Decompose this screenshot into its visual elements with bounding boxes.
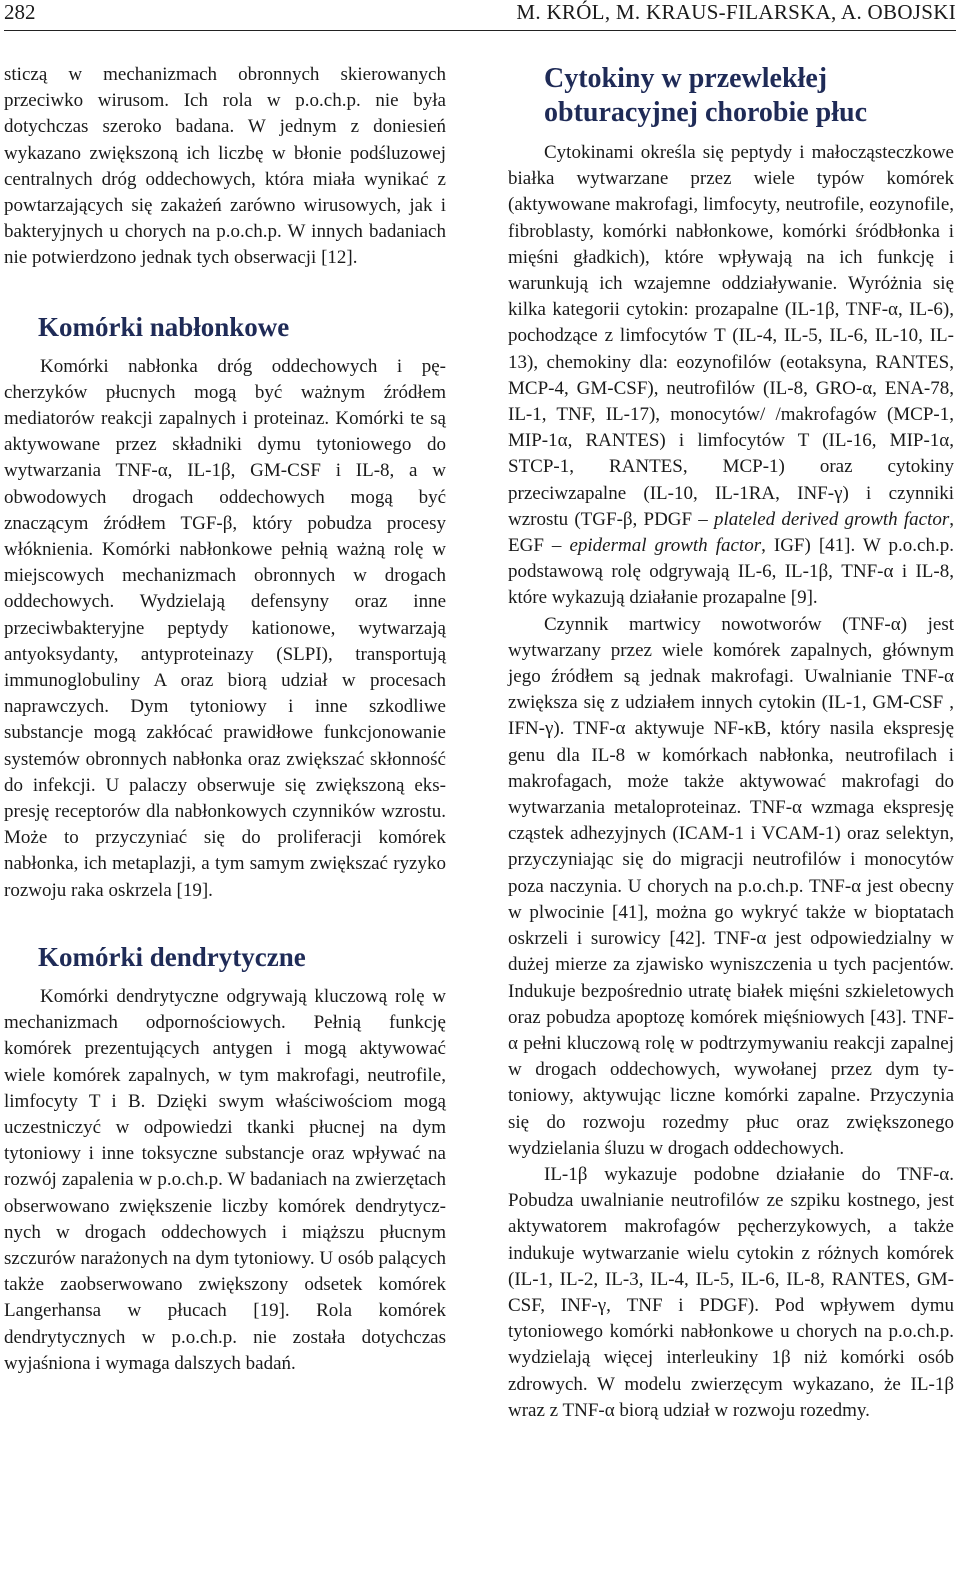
cytokines-text-part-1: Cytokinami określa się peptydy i małocząsteczkowe białka wytwarzane przez wiele typów komórek (aktywowane makrofagi, limfocyty, neutrofile, eozynofile, fibroblasty, komórki nabłonkowe, komórki śródbłonka i mięśni gładkich), które wpływają na ich funkcję i warunkują ich wzajemne oddziaływanie. Wyróżnia się kilka kategorii cytokin: prozapalne (IL-1β, TNF-α, IL-6), pochodzące z limfocytów T (IL-4, IL-5, IL-6, IL-10, IL-13), chemokiny dla: eozynofilów (eotaksyna, RANTES, MCP-4, GM-CSF), neutrofilów (IL-8, GRO-α, ENA-78, IL-1, TNF, IL-17), monocytów/ /makrofagów (MCP-1, MIP-1α, RANTES) i limfocytów T (IL-16, MIP-1α, STCP-1, RANTES, MCP-1) oraz cytokiny przeciwzapalne (IL-10, IL-1RA, INF-γ) i czynniki wzrostu (TGF-β, PDGF – [508, 142, 954, 530]
paragraph-continued: sticzą w mechanizmach obronnych skierowanych przeciwko wirusom. Ich rola w p.o.ch.p. nie była dotychczas szeroko badana. W jednym z doniesień wykazano zwiększoną ich liczbę w błonie podśluzowej centralnych dróg oddechowych, która miała wynikać z powtarzających się zakażeń zarówno wirusowych, jak i bakteryjnych u chorych na p.o.ch.p. W innych badaniach nie potwierdzono jednak tych obserwacji [12]. [4, 64, 446, 269]
cytokines-text-part-2: , IGF) [41]. W p.o.ch.p. podstawową rolę odgrywają IL-6, IL-1β, TNF-α i IL-8, które wykazują działanie prozapalne [9]. [508, 535, 954, 609]
paragraph-il-1-beta: IL-1β wykazuje podobne działanie do TNF-α. Pobudza uwalnianie neutrofilów ze szpiku kostnego, jest aktywatorem makrofagów pęcherzykowych, a także indukuje wytwarzanie wielu cytokin z różnych komórek (IL-1, IL-2, IL-3, IL-4, IL-5, IL-6, IL-8, RANTES, GM-CSF, INF-γ, TNF i PDGF). Pod wpływem dymu tytoniowego komórki nabłonkowe u chorych na p.o.ch.p. wydzielają więcej interleukiny 1β niż komórki osób zdrowych. W modelu zwierzęcym wykazano, że IL-1β wraz z TNF-α biorą udział w rozwoju rozedmy. [508, 1163, 954, 1421]
paragraph-tnf-alpha: Czynnik martwicy nowotworów (TNF-α) jest wytwarzany przez wiele komórek zapalnych, głównym jego źródłem są jednak makrofagi. Uwalnianie TNF-α zwiększa się z udziałem innych cytokin (IL-1, GM-CSF , IFN-γ). TNF-α aktywuje NF-κB, który nasila ekspresję genu dla IL-8 w komórkach nabłonka, neutrofilach i makrofagach, może także aktywować makrofagi do wytwarzania metaloproteinaz. TNF-α wzmaga ekspresję cząstek adhezyjnych (ICAM-1 i VCAM-1) oraz selektyn, przyczyniając się do migracji neutrofilów i monocytów poza naczynia. U chorych na p.o.ch.p. TNF-α jest obecny w plwocinie [41], można go wykryć także w bioptatach oskrzeli i surowicy [42]. TNF-α jest odpowiedzialny w dużej mierze za zjawisko wyniszczenia u tych pacjentów. Indukuje bezpośrednio utratę białek mięśni szkieletowych oraz pobudza apoptozę komórek mięśniowych [43]. TNF-α pełni kluczową rolę w podtrzymywaniu reakcji zapalnej w drogach oddechowych, wywołanej przez dym tytoniowy, aktywując liczne komórki zapalne. Przyczynia się do rozwoju rozedmy płuc oraz zwiększonego wydzielania śluzu w drogach oddechowych. [508, 613, 954, 1159]
paragraph-epithelial-cells: Komórki nabłonka dróg oddechowych i pęcherzyków płucnych mogą być ważnym źródłem mediatorów reakcji zapalnych i proteinaz. Komórki te są aktywowane przez składniki dymu tytoniowego do wytwarzania TNF-α, IL-1β, GM-CSF i IL-8, a w obwodowych drogach oddechowych mogą być znaczącym źródłem TGF-β, który pobudza procesy włóknienia. Komórki nabłonkowe pełnią ważną rolę w miejscowych mechanizmach obronnych w drogach oddechowych. Wydzielają defensyny oraz inne przeciwbakteryjne peptydy kationowe, wytwarzają antyoksydanty, antyproteinazy (SLPI), transportują immunoglobuliny A oraz biorą udział w procesach naprawczych. Dym tytoniowy i inne szkodliwe substancje mogą zakłócać prawidłowe funkcjonowanie systemów obronnych nabłonka oraz zwiększać skłonność do infekcji. U palaczy obserwuje się zwiększoną ekspresję receptorów dla nabłonkowych czynników wzrostu. Może to przyczyniać się do proliferacji komórek nabłonka, ich metaplazji, a tym samym zwiększać ryzyko rozwoju raka oskrzela [19]. [4, 355, 446, 901]
heading-dendritic-cells: Komórki dendrytyczne [38, 941, 306, 972]
heading-cytokines: Cytokiny w przewlekłej obturacyjnej chorobie płuc [544, 63, 868, 128]
running-head-authors: M. KRÓL, M. KRAUS-FILARSKA, A. OBOJSKI [516, 0, 956, 24]
heading-epithelial-cells: Komórki nabłonkowe [38, 311, 290, 342]
running-header [4, 0, 956, 31]
paragraph-cytokines [508, 140, 954, 612]
page-number: 282 [4, 0, 36, 24]
pdgf-definition: plateled derived growth factor [713, 508, 950, 530]
egf-lead: , EGF – [508, 508, 955, 557]
left-column [4, 62, 446, 1377]
egf-definition: epidermal growth factor [569, 535, 762, 557]
paragraph-dendritic-cells: Komórki dendrytyczne odgrywają kluczową rolę w mechanizmach odpornościowych. Pełnią funkcję komórek prezentujących antygen i mogą aktywować wiele komórek zapalnych, w tym makrofagi, neutrofile, limfocyty T i B. Dzięki swym właściwościom mogą uczestniczyć w odpowiedzi tkanki płucnej na dym tytoniowy i inne toksyczne substancje oraz wpływać na rozwój zapalenia w p.o.ch.p. W badaniach na zwierzętach obserwowano zwiększenie liczby komórek dendrytycznych w drogach oddechowych i miąższu płucnym szczurów narażonych na dym tytoniowy. U osób palących także zaobserwowano zwiększony odsetek komórek Langerhansa w płucach [19]. Rola komórek dendrytycznych w p.o.ch.p. nie została dotychczas wyjaśniona i wymaga dalszych badań. [4, 985, 446, 1374]
right-column [508, 62, 954, 1424]
